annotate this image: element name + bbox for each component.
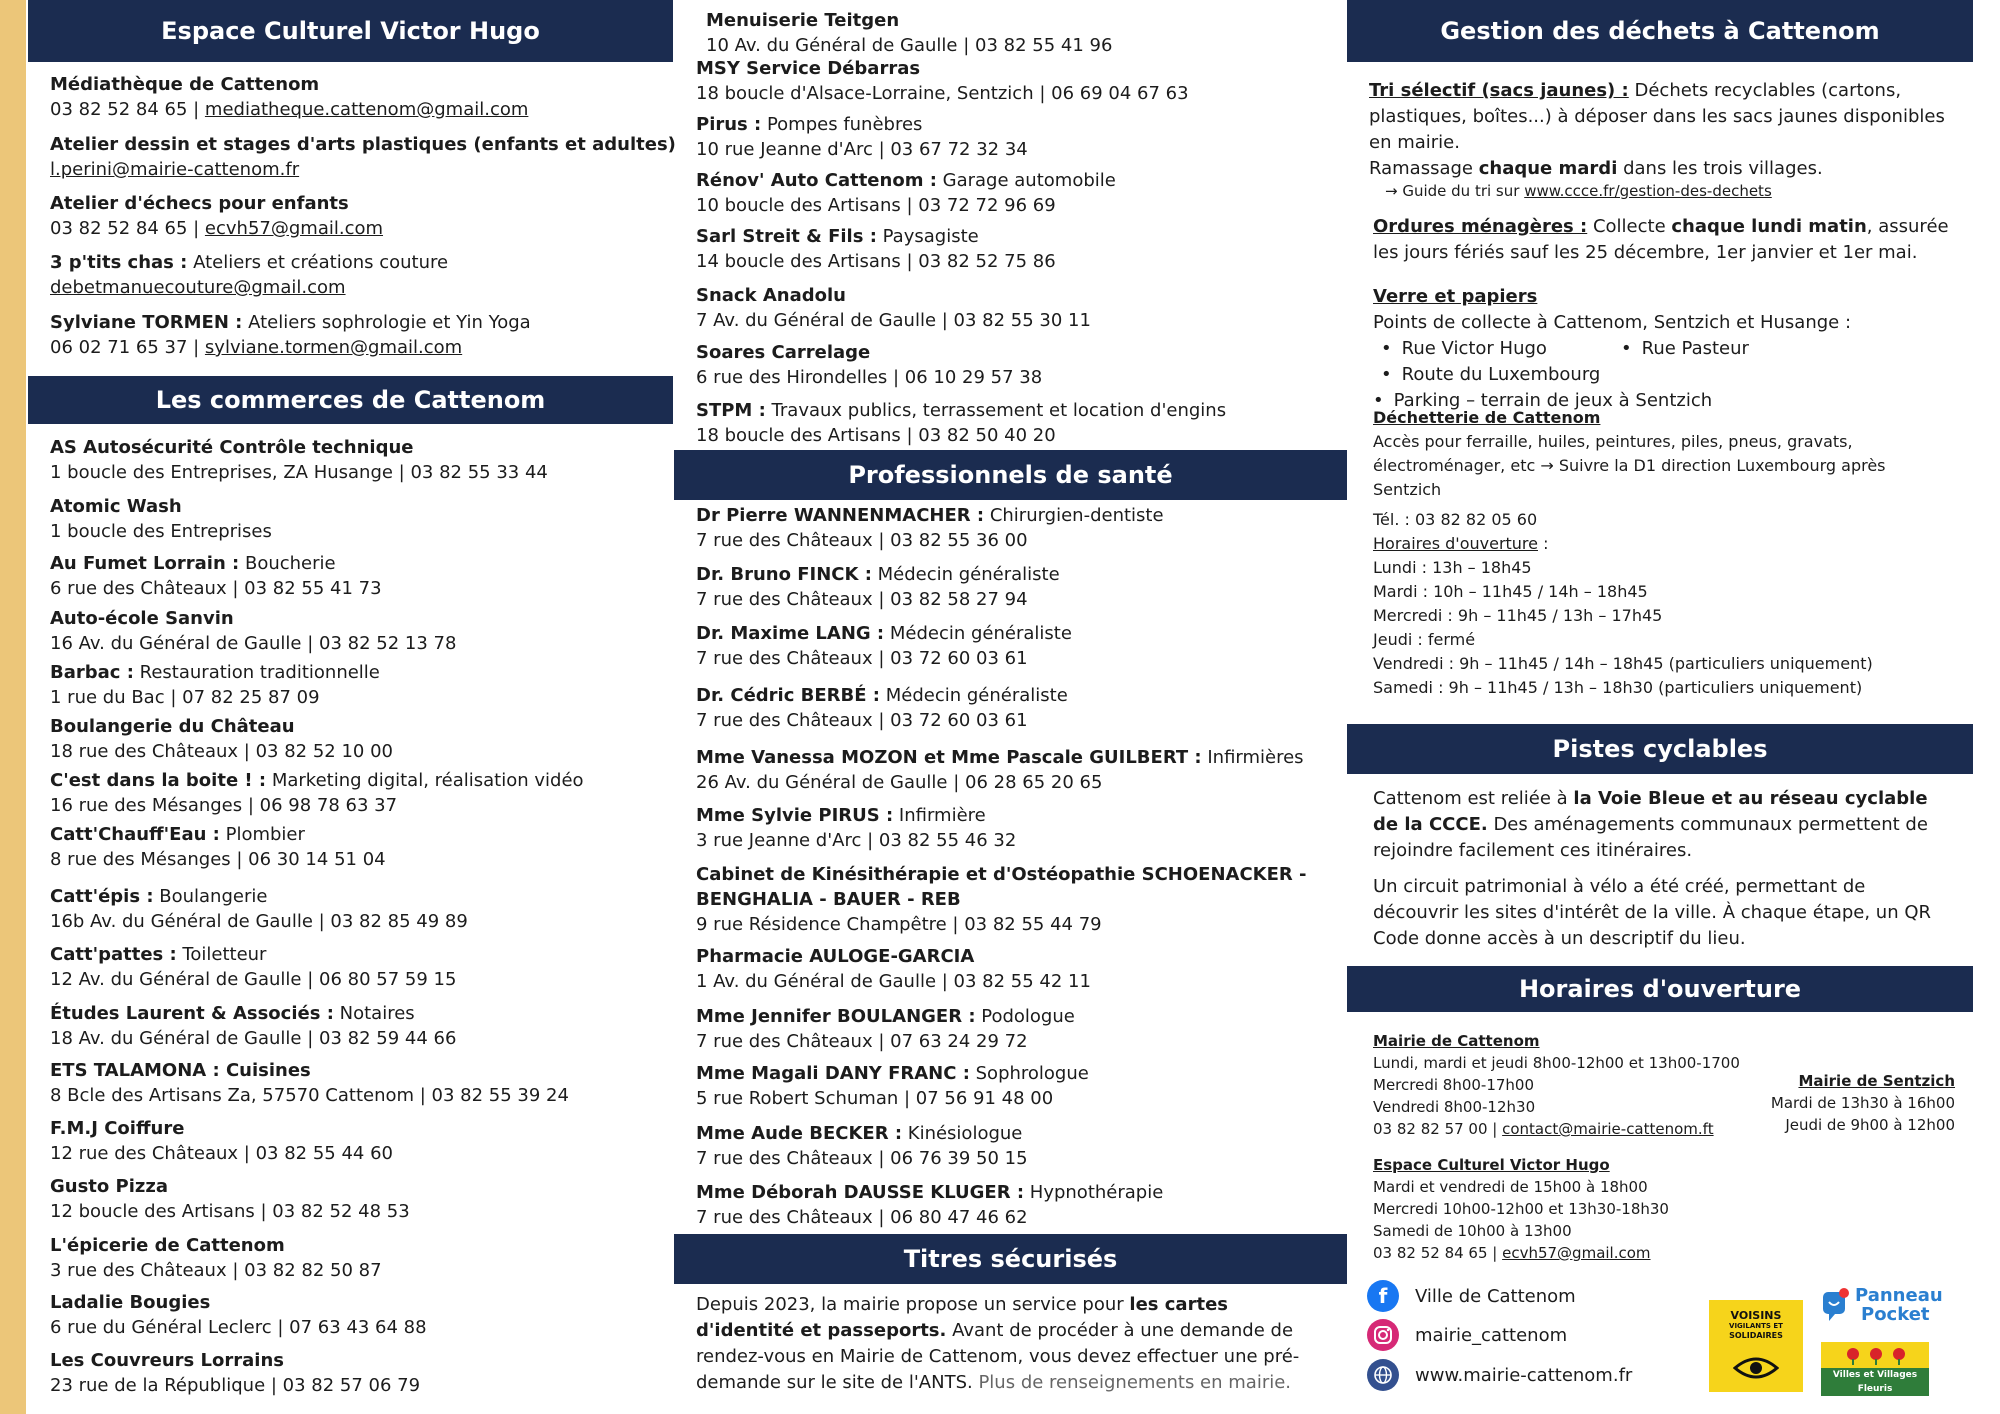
sante-entry: Dr. Bruno FINCK : Médecin généraliste 7 rue des Châteaux | 03 82 58 27 94 xyxy=(696,564,1060,610)
commerce-entry: Gusto Pizza 12 boucle des Artisans | 03 82 52 48 53 xyxy=(50,1176,410,1222)
panneau-pocket-icon xyxy=(1821,1288,1849,1322)
sante-entry: Dr Pierre WANNENMACHER : Chirurgien-dentiste 7 rue des Châteaux | 03 82 55 36 00 xyxy=(696,505,1164,551)
pistes-paragraph: Cattenom est reliée à la Voie Bleue et au réseau cyclable de la CCCE. Des aménagements communaux permettent de rejoindre facilement ces itinéraires. xyxy=(1373,788,1928,861)
commerce-entry: Les Couvreurs Lorrains 23 rue de la République | 03 82 57 06 79 xyxy=(50,1350,421,1396)
header-horaires: Horaires d'ouverture xyxy=(1347,966,1973,1012)
email-link[interactable]: l.perini@mairie-cattenom.fr xyxy=(50,159,300,180)
verre-papiers: Verre et papiers Points de collecte à Cattenom, Sentzich et Husange : • Rue Victor Hugo• Rue Pasteur • Route du Luxembourg• Parking – terrain de jeux à Sentzich xyxy=(1373,284,1955,414)
horaires-mairie-cattenom: Mairie de Cattenom Lundi, mardi et jeudi 8h00-12h00 et 13h00-1700 Mercredi 8h00-17h00 Vendredi 8h00-12h30 03 82 82 57 00 | contact@mairie-cattenom.ft xyxy=(1373,1032,1740,1138)
sante-entry: Mme Déborah DAUSSE KLUGER : Hypnothérapie 7 rue des Châteaux | 06 80 47 46 62 xyxy=(696,1182,1164,1228)
email-link[interactable]: ecvh57@gmail.com xyxy=(204,218,384,239)
social-website[interactable]: www.mairie-cattenom.fr xyxy=(1367,1359,1632,1391)
sante-entry-kine: Cabinet de Kinésithérapie et d'Ostéopathie SCHOENACKER - BENGHALIA - BAUER - REB 9 rue Résidence Champêtre | 03 82 55 44 79 xyxy=(696,864,1307,935)
header-titres-securises: Titres sécurisés xyxy=(674,1234,1347,1284)
side-stripe xyxy=(0,0,26,1414)
social-instagram[interactable]: mairie_cattenom xyxy=(1367,1319,1567,1351)
sante-entry: Mme Aude BECKER : Kinésiologue 7 rue des Châteaux | 06 76 39 50 15 xyxy=(696,1123,1028,1169)
email-link[interactable]: sylviane.tormen@gmail.com xyxy=(204,337,463,358)
sante-entry: Dr. Maxime LANG : Médecin généraliste 7 rue des Châteaux | 03 72 60 03 61 xyxy=(696,623,1072,669)
sante-entry: Dr. Cédric BERBÉ : Médecin généraliste 7 rue des Châteaux | 03 72 60 03 61 xyxy=(696,685,1068,731)
commerce-entry: Catt'Chauff'Eau : Plombier 8 rue des Mésanges | 06 30 14 51 04 xyxy=(50,824,386,870)
eye-icon xyxy=(1733,1354,1779,1382)
email-link[interactable]: contact@mairie-cattenom.ft xyxy=(1502,1120,1714,1138)
pistes-paragraph-2: Un circuit patrimonial à vélo a été créé, permettant de découvrir les sites d'intérêt de la ville. À chaque étape, un QR Code donne accès à un descriptif du lieu. xyxy=(1373,876,1932,949)
header-espace-culturel: Espace Culturel Victor Hugo xyxy=(28,0,673,62)
commerce-entry: Menuiserie Teitgen 10 Av. du Général de Gaulle | 03 82 55 41 96 xyxy=(706,10,1113,56)
flowers-icon xyxy=(1843,1345,1909,1365)
commerce-entry: Ladalie Bougies 6 rue du Général Leclerc | 07 63 43 64 88 xyxy=(50,1292,427,1338)
commerce-entry: L'épicerie de Cattenom 3 rue des Châteaux | 03 82 82 50 87 xyxy=(50,1235,382,1281)
header-pistes-cyclables: Pistes cyclables xyxy=(1347,724,1973,774)
header-gestion-dechets: Gestion des déchets à Cattenom xyxy=(1347,0,1973,62)
commerce-entry: Catt'épis : Boulangerie 16b Av. du Général de Gaulle | 03 82 85 49 89 xyxy=(50,886,468,932)
horaires-ecvh: Espace Culturel Victor Hugo Mardi et vendredi de 15h00 à 18h00 Mercredi 10h00-12h00 et 13h30-18h30 Samedi de 10h00 à 13h00 03 82 52 84 65 | ecvh57@gmail.com xyxy=(1373,1156,1669,1262)
commerce-entry: MSY Service Débarras 18 boucle d'Alsace-Lorraine, Sentzich | 06 69 04 67 63 xyxy=(696,58,1189,104)
globe-icon xyxy=(1367,1359,1399,1391)
guide-link[interactable]: www.ccce.fr/gestion-des-dechets xyxy=(1524,182,1772,200)
commerce-entry: Barbac : Restauration traditionnelle 1 rue du Bac | 07 82 25 87 09 xyxy=(50,662,380,708)
facebook-icon: f xyxy=(1367,1280,1399,1312)
commerce-entry: Auto-école Sanvin 16 Av. du Général de Gaulle | 03 82 52 13 78 xyxy=(50,608,457,654)
commerce-entry: ETS TALAMONA : Cuisines 8 Bcle des Artisans Za, 57570 Cattenom | 03 82 55 39 24 xyxy=(50,1060,569,1106)
email-link[interactable]: ecvh57@gmail.com xyxy=(1502,1244,1651,1262)
sante-entry: Mme Magali DANY FRANC : Sophrologue 5 rue Robert Schuman | 07 56 91 48 00 xyxy=(696,1063,1089,1109)
commerce-entry: AS Autosécurité Contrôle technique 1 boucle des Entreprises, ZA Husange | 03 82 55 33 44 xyxy=(50,437,548,483)
panneau-pocket-logo: Panneau Pocket xyxy=(1821,1286,1943,1326)
commerce-entry: C'est dans la boite ! : Marketing digital, réalisation vidéo 16 rue des Mésanges | 06 98 78 63 37 xyxy=(50,770,584,816)
sante-entry: Mme Sylvie PIRUS : Infirmière 3 rue Jeanne d'Arc | 03 82 55 46 32 xyxy=(696,805,1017,851)
commerce-entry: Pirus : Pompes funèbres 10 rue Jeanne d'Arc | 03 67 72 32 34 xyxy=(696,114,1028,160)
commerce-entry: Snack Anadolu 7 Av. du Général de Gaulle | 03 82 55 30 11 xyxy=(696,285,1091,331)
commerce-entry: F.M.J Coiffure 12 rue des Châteaux | 03 82 55 44 60 xyxy=(50,1118,393,1164)
sante-entry: Pharmacie AULOGE-GARCIA 1 Av. du Général de Gaulle | 03 82 55 42 11 xyxy=(696,946,1091,992)
email-link[interactable]: debetmanuecouture@gmail.com xyxy=(50,277,346,298)
titres-paragraph: Depuis 2023, la mairie propose un service pour les cartes d'identité et passeports. Avant de procéder à une demande de rendez-vous en Mairie de Cattenom, vous devez effectuer une pré-demande sur le site de l'ANTS. Plus de renseignements en mairie. xyxy=(696,1294,1300,1393)
header-professionnels-sante: Professionnels de santé xyxy=(674,450,1347,500)
entry-3-ptits-chas: 3 p'tits chas : Ateliers et créations couture debetmanuecouture@gmail.com xyxy=(50,252,449,298)
commerce-entry: STPM : Travaux publics, terrassement et location d'engins 18 boucle des Artisans | 03 82 50 40 20 xyxy=(696,400,1227,446)
entry-sylviane-tormen: Sylviane TORMEN : Ateliers sophrologie et Yin Yoga 06 02 71 65 37 | sylviane.tormen@gmail.com xyxy=(50,312,531,358)
email-link[interactable]: mediatheque.cattenom@gmail.com xyxy=(204,99,529,120)
commerce-entry: Sarl Streit & Fils : Paysagiste 14 boucle des Artisans | 03 82 52 75 86 xyxy=(696,226,1056,272)
guide-tri: → Guide du tri sur www.ccce.fr/gestion-des-dechets xyxy=(1385,182,1772,200)
sante-entry: Mme Vanessa MOZON et Mme Pascale GUILBERT : Infirmières 26 Av. du Général de Gaulle | 06 28 65 20 65 xyxy=(696,747,1304,793)
entry-mediatheque: Médiathèque de Cattenom 03 82 52 84 65 | mediatheque.cattenom@gmail.com xyxy=(50,74,529,120)
commerce-entry: Rénov' Auto Cattenom : Garage automobile 10 boucle des Artisans | 03 72 72 96 69 xyxy=(696,170,1116,216)
commerce-entry: Au Fumet Lorrain : Boucherie 6 rue des Châteaux | 03 82 55 41 73 xyxy=(50,553,382,599)
entry-atelier-dessin: Atelier dessin et stages d'arts plastiques (enfants et adultes) l.perini@mairie-cattenom.fr xyxy=(50,134,676,180)
header-commerces: Les commerces de Cattenom xyxy=(28,376,673,424)
social-facebook[interactable]: f Ville de Cattenom xyxy=(1367,1280,1576,1312)
villes-villages-fleuris-logo: Villes et Villages Fleuris LE LABEL NATIONAL DE LA QUALITÉ DE VIE xyxy=(1821,1342,1929,1396)
instagram-icon xyxy=(1367,1319,1399,1351)
tri-selectif: Tri sélectif (sacs jaunes) : Déchets recyclables (cartons, plastiques, boîtes...) à déposer dans les sacs jaunes disponibles en mairie. Ramassage chaque mardi dans les trois villages. xyxy=(1369,80,1945,179)
commerce-entry: Catt'pattes : Toiletteur 12 Av. du Général de Gaulle | 06 80 57 59 15 xyxy=(50,944,457,990)
commerce-entry: Soares Carrelage 6 rue des Hirondelles | 06 10 29 57 38 xyxy=(696,342,1043,388)
commerce-entry: Atomic Wash 1 boucle des Entreprises xyxy=(50,496,272,542)
dechetterie: Déchetterie de Cattenom Accès pour ferraille, huiles, peintures, piles, pneus, gravats, électroménager, etc → Suivre la D1 direction Luxembourg après Sentzich xyxy=(1373,408,1886,499)
dechetterie-horaires: Tél. : 03 82 82 05 60 Horaires d'ouverture : Lundi : 13h – 18h45 Mardi : 10h – 11h45 / 14h – 18h45 Mercredi : 9h – 11h45 / 13h – 17h45 Jeudi : fermé Vendredi : 9h – 11h45 / 14h – 18h45 (particuliers uniquement) Samedi : 9h – 11h45 / 13h – 18h30 (particuliers uniquement) xyxy=(1373,510,1873,697)
entry-atelier-echecs: Atelier d'échecs pour enfants 03 82 52 84 65 | ecvh57@gmail.com xyxy=(50,193,384,239)
commerce-entry: Études Laurent & Associés : Notaires 18 Av. du Général de Gaulle | 03 82 59 44 66 xyxy=(50,1003,457,1049)
commerce-entry: Boulangerie du Château 18 rue des Châteaux | 03 82 52 10 00 xyxy=(50,716,393,762)
ordures-menageres: Ordures ménagères : Collecte chaque lundi matin, assurée les jours fériés sauf les 25 décembre, 1er janvier et 1er mai. xyxy=(1373,216,1949,263)
horaires-mairie-sentzich: Mairie de Sentzich Mardi de 13h30 à 16h00 Jeudi de 9h00 à 12h00 xyxy=(1770,1072,1955,1134)
sante-entry: Mme Jennifer BOULANGER : Podologue 7 rue des Châteaux | 07 63 24 29 72 xyxy=(696,1006,1075,1052)
voisins-vigilants-logo: VOISINS VIGILANTS ET SOLIDAIRES xyxy=(1709,1300,1803,1392)
